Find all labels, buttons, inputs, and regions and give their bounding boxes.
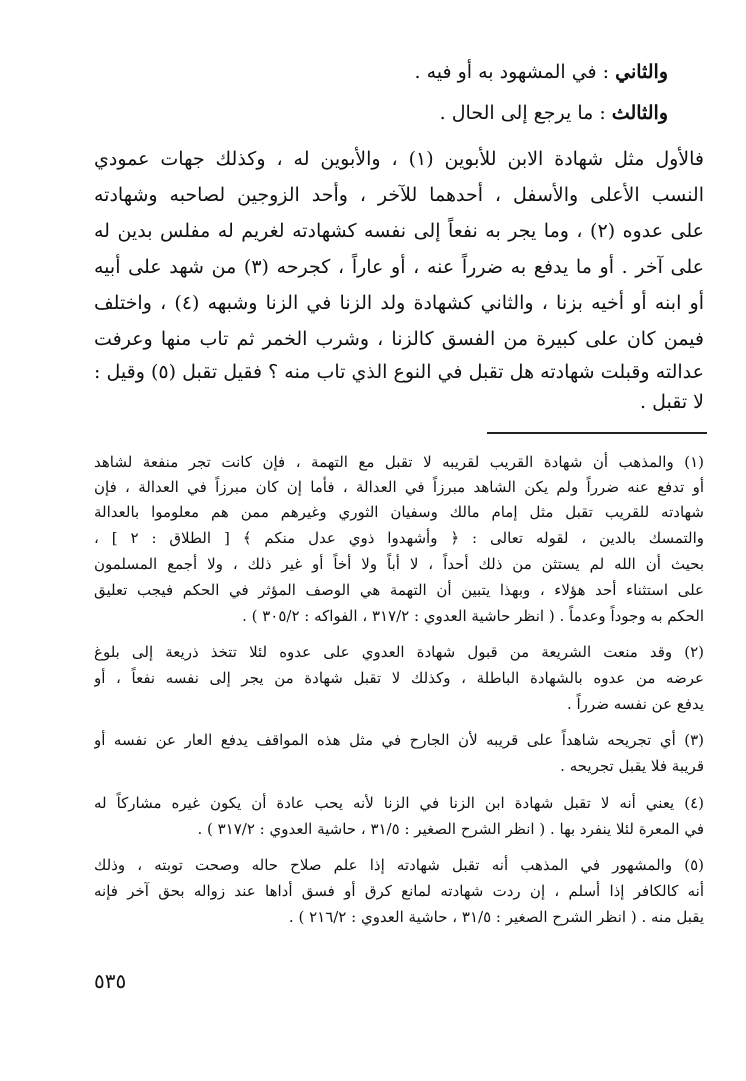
paragraph-line: فالأول مثل شهادة الابن للأبوين (١) ، والأبوين له ، وكذلك جهات عمودي bbox=[94, 148, 704, 170]
footnote-line: في المعرة لئلا ينفرد بها . ( انظر الشرح الصغير : ٣١/٥ ، حاشية العدوي : ٣١٧/٢ ) . bbox=[197, 820, 704, 838]
footnote-separator bbox=[487, 432, 707, 434]
intro-label-third: والثالث bbox=[611, 102, 668, 124]
footnote-line: يقبل منه . ( انظر الشرح الصغير : ٣١/٥ ، حاشية العدوي : ٢١٦/٢ ) . bbox=[288, 908, 704, 926]
footnote-line: (٤) يعني أنه لا تقبل شهادة ابن الزنا في الزنا لأنه يحب عادة أن يكون غيره مشاركاً له bbox=[94, 794, 704, 812]
footnote-line: على استثناء أحد هؤلاء ، وبهذا يتبين أن التهمة هي الوصف المؤثر في الحكم فيجب تعليق bbox=[94, 581, 704, 599]
footnote-line: أو تدفع عنه ضرراً ولم يكن الشاهد مبرزاً في العدالة ، فأما إن كان مبرزاً في العدالة ، فإن bbox=[94, 478, 704, 496]
footnote-line: (٥) والمشهور في المذهب أنه تقبل شهادته إذا علم صلاح حاله وصحت توبته ، وذلك bbox=[94, 856, 704, 874]
footnote-line: يدفع عن نفسه ضرراً . bbox=[566, 695, 704, 713]
footnote-line: أنه كالكافر إذا أسلم ، إن ردت شهادته لمانع كرق أو فسق أداها عند زواله بحق آخر فإنه bbox=[94, 882, 704, 900]
paragraph-line: على آخر . أو ما يدفع به ضرراً عنه ، أو عاراً ، كجرحه (٣) من شهد على أبيه bbox=[94, 256, 704, 278]
intro-text-third: : ما يرجع إلى الحال . bbox=[439, 102, 612, 124]
intro-label-second: والثاني bbox=[615, 61, 668, 83]
footnote-line: (٢) وقد منعت الشريعة من قبول شهادة العدوي على عدوه لئلا تتخذ ذريعة إلى بلوغ bbox=[94, 643, 704, 661]
intro-text-second: : في المشهود به أو فيه . bbox=[414, 61, 616, 83]
paragraph-line: لا تقبل . bbox=[640, 391, 704, 413]
footnote-line: والتمسك بالدين ، لقوله تعالى : ﴿ وأشهدوا ذوي عدل منكم ﴾ [ الطلاق : ٢ ] ، bbox=[94, 529, 704, 547]
footnote-line: قريبة فلا يقبل تجريحه . bbox=[560, 757, 704, 775]
footnote-line: بحيث أن الله لم يستثن من ذلك أحداً ، لا أباً ولا أخاً أو غير ذلك ، ولا أجمع المسلمون bbox=[94, 555, 704, 573]
footnote-line: شهادته للقريب تقبل مثل إمام مالك وسفيان الثوري وغيرهم ممن هم معلوموا بالعدالة bbox=[94, 503, 704, 521]
paragraph-line: فيمن كان على كبيرة من الفسق كالزنا ، وشرب الخمر ثم تاب منها وعرفت bbox=[94, 328, 704, 350]
page-number: ٥٣٥ bbox=[94, 969, 127, 993]
footnote-line: (٣) أي تجريحه شاهداً على قريبه لأن الجارح في مثل هذه المواقف يدفع العار عن نفسه أو bbox=[94, 731, 704, 749]
intro-line-second bbox=[200, 58, 668, 88]
intro-line-third bbox=[200, 99, 668, 129]
paragraph-line: على عدوه (٢) ، وما يجر به نفعاً إلى نفسه كشهادته لغريم له مفلس بدين له bbox=[94, 220, 704, 242]
footnote-line: الحكم به وجوداً وعدماً . ( انظر حاشية العدوي : ٣١٧/٢ ، الفواكه : ٣٠٥/٢ ) . bbox=[242, 607, 704, 625]
paragraph-line: النسب الأعلى والأسفل ، أحدهما للآخر ، وأحد الزوجين لصاحبه وشهادته bbox=[94, 184, 704, 206]
footnote-line: (١) والمذهب أن شهادة القريب لقريبه لا تقبل مع التهمة ، فإن كانت تجر منفعة لشاهد bbox=[94, 453, 704, 471]
footnote-line: عرضه من عدوه بالشهادة الباطلة ، وكذلك لا تقبل شهادة من يجر إلى نفسه نفعاً ، أو bbox=[94, 669, 704, 687]
paragraph-line: عدالته وقبلت شهادته هل تقبل في النوع الذي تاب منه ؟ فقيل تقبل (٥) وقيل : bbox=[94, 361, 704, 383]
paragraph-line: أو ابنه أو أخيه بزنا ، والثاني كشهادة ولد الزنا في الزنا وشبهه (٤) ، واختلف bbox=[94, 292, 704, 314]
